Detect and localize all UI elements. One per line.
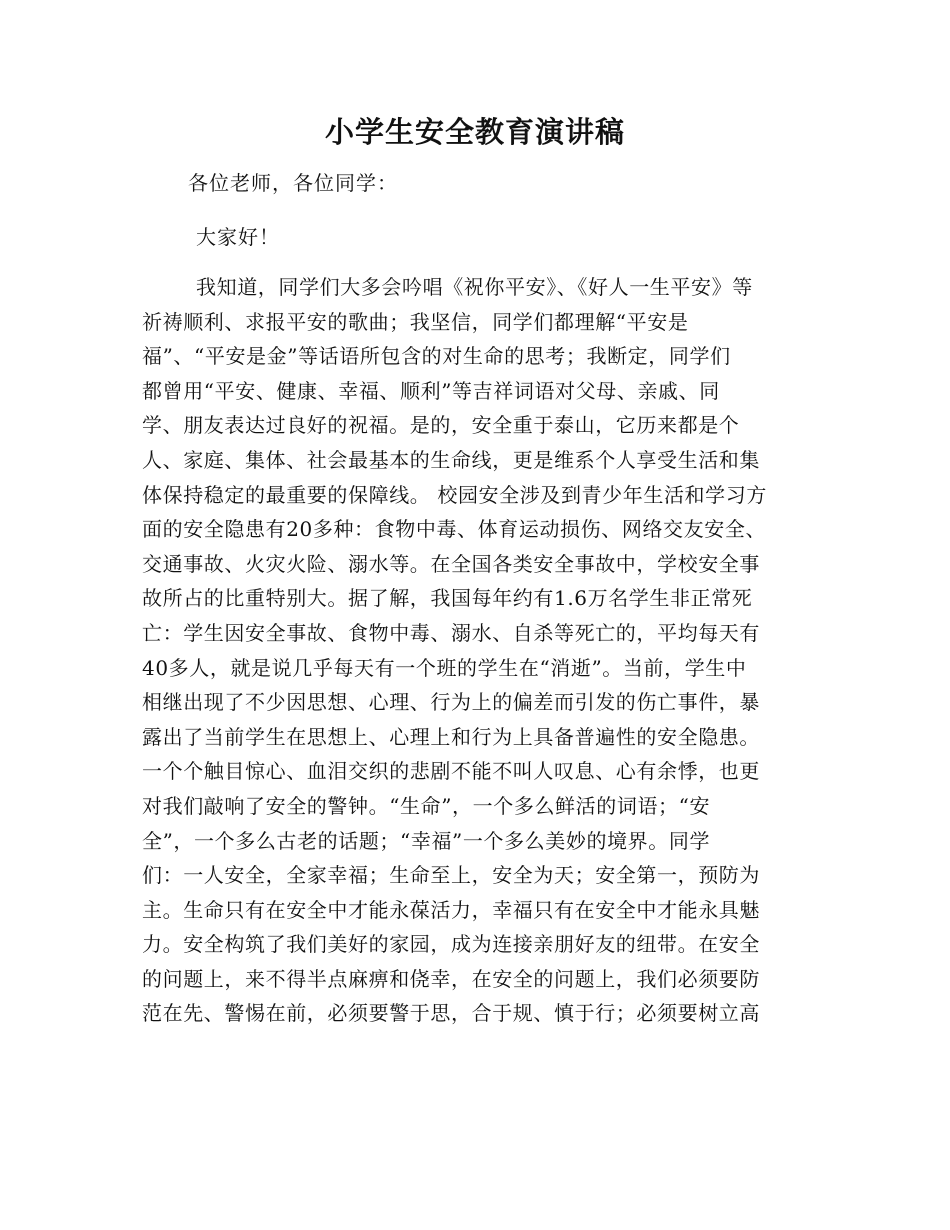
body-paragraph xyxy=(142,272,812,1033)
body-line: 亡：学生因安全事故、食物中毒、溺水、自杀等死亡的，平均每天有 xyxy=(142,620,760,645)
body-line: 露出了当前学生在思想上、心理上和行为上具备普遍性的安全隐患。 xyxy=(142,724,760,749)
body-line: 范在先、警惕在前，必须要警于思，合于规、慎于行；必须要树立高 xyxy=(142,1001,760,1026)
body-line: 都曾用“平安、健康、幸福、顺利”等吉祥词语对父母、亲戚、同 xyxy=(142,378,720,403)
body-line: 主。生命只有在安全中才能永葆活力，幸福只有在安全中才能永具魅 xyxy=(142,897,760,922)
body-line: 40多人，就是说几乎每天有一个班的学生在“消逝”。当前，学生中 xyxy=(142,655,747,680)
greeting: 大家好！ xyxy=(196,225,280,249)
body-line: 福”、“平安是金”等话语所包含的对生命的思考；我断定，同学们 xyxy=(142,344,731,369)
body-line: 们：一人安全，全家幸福；生命至上，安全为天；安全第一，预防为 xyxy=(142,863,760,888)
body-line: 相继出现了不少因思想、心理、行为上的偏差而引发的伤亡事件，暴 xyxy=(142,690,760,715)
salutation: 各位老师，各位同学： xyxy=(188,171,398,195)
body-line: 体保持稳定的最重要的保障线。 校园安全涉及到青少年生活和学习方 xyxy=(142,482,767,507)
body-line: 一个个触目惊心、血泪交织的悲剧不能不叫人叹息、心有余悸，也更 xyxy=(142,759,760,784)
body-line: 力。安全构筑了我们美好的家园，成为连接亲朋好友的纽带。在安全 xyxy=(142,932,760,957)
document-title: 小学生安全教育演讲稿 xyxy=(324,115,625,149)
body-line: 祈祷顺利、求报平安的歌曲；我坚信，同学们都理解“平安是 xyxy=(142,309,689,334)
body-line: 的问题上，来不得半点麻痹和侥幸，在安全的问题上，我们必须要防 xyxy=(142,966,760,991)
body-line: 对我们敲响了安全的警钟。“生命”，一个多么鲜活的词语；“安 xyxy=(142,793,711,818)
body-line: 我知道，同学们大多会吟唱《祝你平安》、《好人一生平安》等 xyxy=(196,275,753,299)
body-line: 学、朋友表达过良好的祝福。是的，安全重于泰山，它历来都是个 xyxy=(142,413,740,438)
body-line: 人、家庭、集体、社会最基本的生命线，更是维系个人享受生活和集 xyxy=(142,447,760,472)
body-line: 交通事故、火灾火险、溺水等。在全国各类安全事故中，学校安全事 xyxy=(142,551,760,576)
body-line: 故所占的比重特别大。据了解，我国每年约有1.6万名学生非正常死 xyxy=(142,586,753,611)
body-line: 全”，一个多么古老的话题；“幸福”一个多么美妙的境界。同学 xyxy=(142,828,711,853)
body-line: 面的安全隐患有20多种：食物中毒、体育运动损伤、网络交友安全、 xyxy=(142,517,767,542)
